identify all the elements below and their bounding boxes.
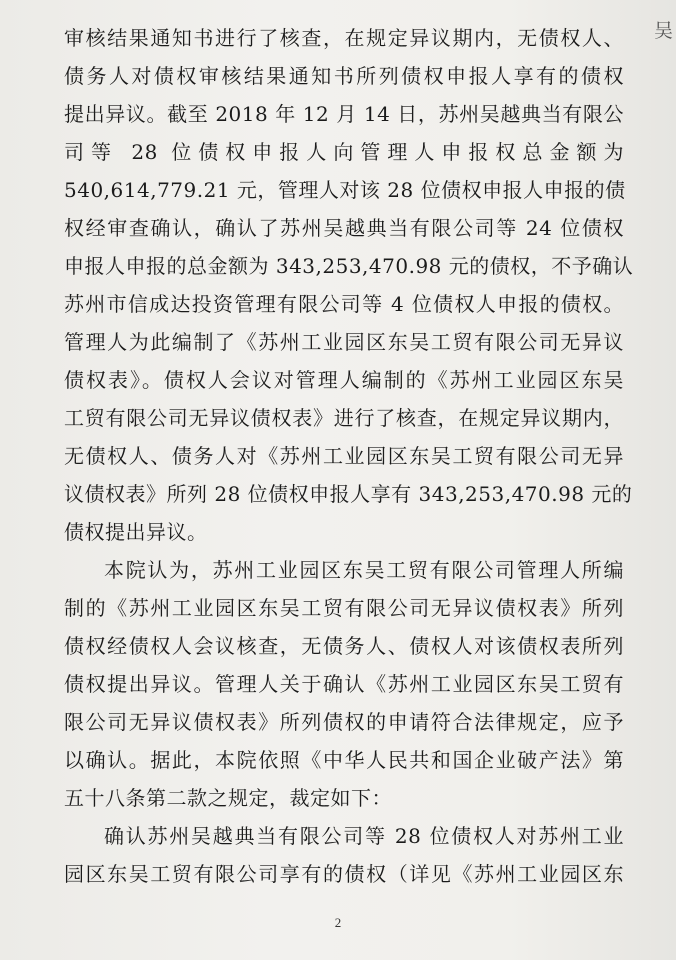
text-line: 债权提出异议。管理人关于确认《苏州工业园区东吴工贸有: [64, 672, 624, 696]
text-line: 司等 28 位债权申报人向管理人申报权总金额为: [64, 140, 624, 164]
text-line: 申报人申报的总金额为 343,253,470.98 元的债权，不予确认: [64, 254, 634, 278]
paragraph-start: 本院认为，苏州工业园区东吴工贸有限公司管理人所编: [104, 558, 624, 582]
text-line: 审核结果通知书进行了核查，在规定异议期内，无债权人、: [64, 26, 624, 50]
text-line: 权经审查确认，确认了苏州吴越典当有限公司等 24 位债权: [64, 216, 624, 240]
text-line: 苏州市信成达投资管理有限公司等 4 位债权人申报的债权。: [64, 292, 624, 316]
text-line: 债权表》。债权人会议对管理人编制的《苏州工业园区东吴: [64, 368, 624, 392]
text-line: 以确认。据此，本院依照《中华人民共和国企业破产法》第: [64, 748, 624, 772]
text-line: 限公司无异议债权表》所列债权的申请符合法律规定，应予: [64, 710, 624, 734]
text-line: 债权经债权人会议核查，无债务人、债权人对该债权表所列: [64, 634, 624, 658]
text-line: 议债权表》所列 28 位债权申报人享有 343,253,470.98 元的: [64, 482, 633, 506]
text-line: 无债权人、债务人对《苏州工业园区东吴工贸有限公司无异: [64, 444, 624, 468]
margin-character: 吴: [654, 20, 674, 42]
text-line: 园区东吴工贸有限公司享有的债权（详见《苏州工业园区东: [64, 862, 624, 886]
text-line: 管理人为此编制了《苏州工业园区东吴工贸有限公司无异议: [64, 330, 624, 354]
text-line: 工贸有限公司无异议债权表》进行了核查，在规定异议期内，: [64, 406, 624, 430]
paragraph-start: 确认苏州吴越典当有限公司等 28 位债权人对苏州工业: [104, 824, 624, 848]
text-line: 债务人对债权审核结果通知书所列债权申报人享有的债权: [64, 64, 624, 88]
text-line: 制的《苏州工业园区东吴工贸有限公司无异议债权表》所列: [64, 596, 624, 620]
page-number: 2: [334, 915, 342, 930]
text-line: 540,614,779.21 元，管理人对该 28 位债权申报人申报的债: [64, 178, 626, 202]
text-line: 提出异议。截至 2018 年 12 月 14 日，苏州吴越典当有限公: [64, 102, 624, 126]
text-line: 债权提出异议。: [64, 520, 208, 544]
text-line: 五十八条第二款之规定，裁定如下：: [64, 786, 392, 810]
